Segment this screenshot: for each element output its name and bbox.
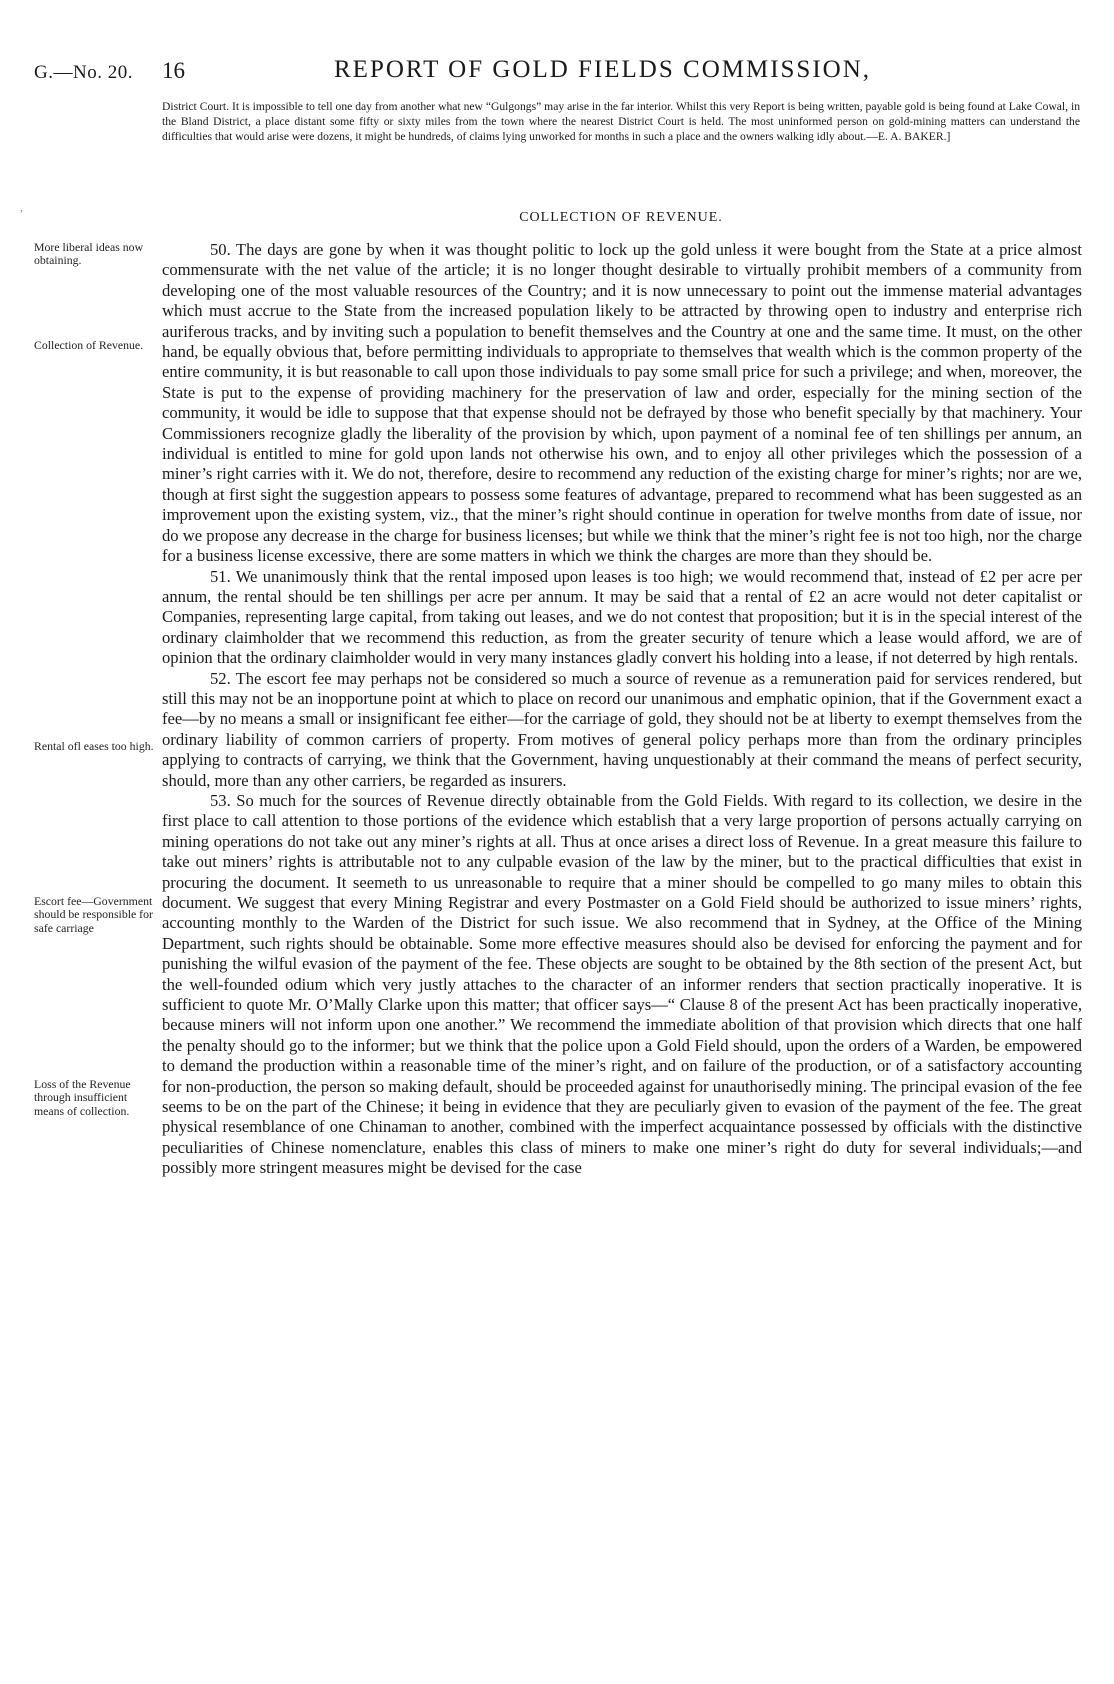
paragraph-50: 50. The days are gone by when it was thought politic to lock up the gold unless it were bought from the State at a price almost commensurate with the net value of the article; it is no longer thought desirable to virtually prohibit members of a community from developing one of the most valuable resources of the Country; and it is now unnecessary to point out the immense material advantages which must accrue to the State from the increased population likely to be attracted by throwing open to industry and enterprise rich auriferous tracks, and by inviting such a population to benefit themselves and the Country at one and the same time. It must, on the other hand, be equally obvious that, before permitting individuals to appropriate to themselves that wealth which is the common property of the entire community, it is but reasonable to call upon those individuals to pay some small price for such a privilege; and when, moreover, the State is put to the expense of providing machinery for the preservation of law and order, especially for the mining section of the community, it would be idle to suppose that that expense should not be defrayed by those who benefit specially by that machinery. Your Commissioners recognize gladly the liberality of the provision by which, upon payment of a nominal fee of ten shillings per annum, an individual is entitled to mine for gold upon lands not otherwise his own, and to enjoy all other privileges which the possession of a miner’s right carries with it. We do not, therefore, desire to recommend any reduction of the existing charge for miner’s rights; nor are we, though at first sight the suggestion appears to possess some features of advantage, prepared to recommend what has been suggested as an improvement upon the existing system, viz., that the miner’s right should continue in operation for twelve months from date of issue, nor do we propose any decrease in the charge for business licenses; but while we think that the miner’s right fee is not too high, nor the charge for a business license excessive, there are some matters in which we think the charges are more than they should be. [162, 240, 1082, 566]
section-title: COLLECTION OF REVENUE. [519, 210, 723, 225]
sidenote-escort-fee: Escort fee—Government should be responsible for safe carriage [34, 894, 153, 935]
report-title: REPORT OF GOLD FIELDS COMMISSION, [334, 56, 872, 83]
paragraph-53: 53. So much for the sources of Revenue directly obtainable from the Gold Fields. With regard to its collection, we desire in the first place to call attention to those portions of the evidence which establish that a very large proportion of persons actually carrying on mining operations do not take out any miner’s rights at all. Thus at once arises a direct loss of Revenue. In a great measure this failure to take out miners’ rights is attributable not to any culpable evasion of the law by the miner, but to the practical difficulties that exist in procuring the document. It seemeth to us unreasonable to require that a miner should be compelled to go many miles to obtain this document. We suggest that every Mining Registrar and every Postmaster on a Gold Field should be authorized to issue miners’ rights, accounting monthly to the Warden of the District for such issue. We also recommend that in Sydney, at the Office of the Mining Department, such rights should be obtainable. Some more effective measures should also be devised for enforcing the payment and for punishing the wilful evasion of the payment of the fee. These objects are sought to be obtained by the 8th section of the present Act, but the well-founded odium which very justly attaches to the character of an informer renders that section practically inoperative. It is sufficient to quote Mr. O’Mally Clarke upon this matter; that officer says—“ Clause 8 of the present Act has been practically inoperative, because miners will not inform upon one another.” We recommend the immediate abolition of that provision which directs that one half the penalty should go to the informer; but we think that the police upon a Gold Field should, upon the orders of a Warden, be empowered to demand the production within a reasonable time of the miner’s right, and on failure of the production, or of a satisfactory accounting for non-production, the person so making default, should be proceeded against for unauthorisedly mining. The principal evasion of the fee seems to be on the part of the Chinese; it being in evidence that they are peculiarly given to evasion of the payment of the fee. The great physical resemblance of one Chinaman to another, combined with the imperfect acquaintance possessed by officials with the distinctive peculiarities of Chinese nomenclature, enables this class of miners to make one miner’s right do duty for several individuals;—and possibly more stringent measures might be devised for the case [162, 790, 1082, 1178]
paragraph-52: 52. The escort fee may perhaps not be considered so much a source of revenue as a remuneration paid for services rendered, but still this may not be an inopportune point at which to place on record our unanimous and emphatic opinion, that if the Government exact a fee—by no means a small or insignificant fee either—for the carriage of gold, they should not be at liberty to exempt themselves from the ordinary liability of common carriers of property. From motives of general policy perhaps more than from the ordinary principles applying to contracts of carrying, we think that the Government, having unquestionably at their command the means of perfect security, should, more than any other carriers, be regarded as insurers. [162, 668, 1082, 790]
sidenote-loss-of-revenue: Loss of the Revenue through insufficient means of collection. [34, 1077, 131, 1118]
page-number: 16 [162, 58, 185, 83]
report-body [162, 240, 1082, 1179]
footnote-continuation: District Court. It is impossible to tell one day from another what new “Gulgongs” may arise in the far interior. Whilst this very Report is being written, payable gold is being found at Lake Cowal, in the Bland District, a place distant some fifty or sixty miles from the town where the nearest District Court is held. The most uninformed person on gold-mining matters can understand the difficulties that would arise were dozens, it might be hundreds, of claims lying unworked for months in such a place and the owners walking idly about.—E. A. BAKER.] [162, 100, 1080, 143]
stray-mark: , [20, 200, 23, 214]
sidenote-liberal-ideas: More liberal ideas now obtaining. [34, 240, 144, 268]
paragraph-51: 51. We unanimously think that the rental imposed upon leases is too high; we would recommend that, instead of £2 per acre per annum, the rental should be ten shillings per acre per annum. It may be said that a rental of £2 an acre would not deter capitalist or Companies, representing large capital, from taking out leases, and we do not contest that proposition; but it is in the special interest of the ordinary claimholder that we recommend this reduction, as from the greater security of tenure which a lease would afford, we are of opinion that the ordinary claimholder would in very many instances gladly convert his holding into a lease, if not deterred by high rentals. [162, 566, 1082, 668]
sidenote-collection-of-revenue: Collection of Revenue. [34, 338, 144, 352]
sidenote-lease-rental: Rental ofl eases too high. [34, 739, 154, 753]
document-number: G.—No. 20. [34, 62, 133, 83]
page-header [34, 56, 1080, 96]
